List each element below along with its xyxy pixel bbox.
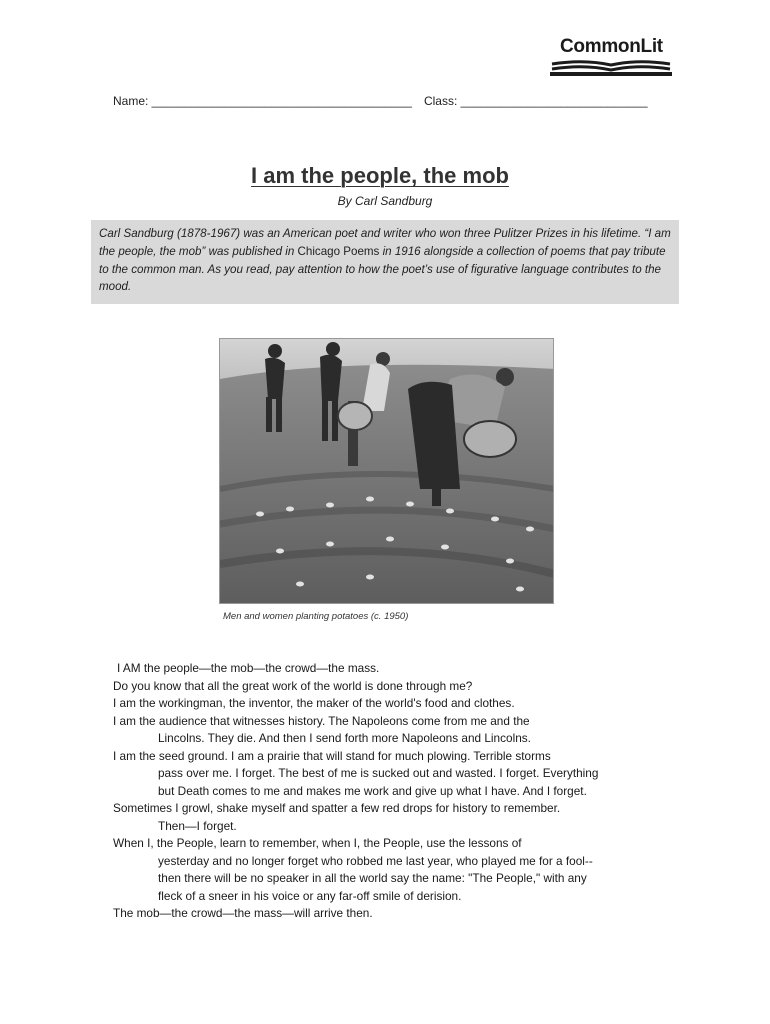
poem-line: Then—I forget. — [158, 818, 237, 833]
poem-body — [113, 660, 713, 923]
poem-line: I AM the people—the mob—the crowd—the mass. — [117, 661, 380, 675]
photo — [219, 338, 554, 604]
intro-text-part1: Carl Sandburg (1878-1967) was an American poet and writer who won three Pulitzer Prizes in his lifetime. “I am the people, the mob” was published in — [99, 227, 671, 258]
poem-line: I am the audience that witnesses history. The Napoleons come from me and the — [113, 713, 530, 728]
poem-line: Sometimes I growl, shake myself and spatter a few red drops for history to remember. — [113, 801, 561, 815]
commonlit-logo — [548, 36, 674, 80]
logo-text: CommonLit — [560, 36, 663, 57]
poem-line: When I, the People, learn to remember, when I, the People, use the lessons of — [113, 836, 522, 850]
intro-text-part2: in 1916 alongside a collection of poems that pay tribute to the common man. As you read, pay attention to how the poet’s use of figurative language contributes to the mood. — [99, 244, 666, 294]
intro-text — [99, 225, 671, 296]
poem-line: fleck of a sneer in his voice or any far-off smile of derision. — [158, 888, 462, 903]
author-byline: By Carl Sandburg — [337, 194, 433, 208]
poem-line: pass over me. I forget. The best of me is sucked out and wasted. I forget. Everything — [158, 766, 599, 780]
poem-line: then there will be no speaker in all the world say the name: "The People," with any — [158, 871, 587, 885]
intro-box — [91, 220, 679, 304]
poem-line: but Death comes to me and makes me work and give up what I have. And I forget. — [158, 783, 587, 798]
poem-line: Do you know that all the great work of the world is done through me? — [113, 678, 473, 693]
poem-line: yesterday and no longer forget who robbed me last year, who played me for a fool-- — [158, 853, 593, 868]
name-class-line — [113, 94, 648, 108]
photo-caption: Men and women planting potatoes (c. 1950) — [223, 611, 409, 622]
page-title: I am the people, the mob — [251, 163, 509, 188]
name-field[interactable]: Name: _______________________________________ — [113, 94, 412, 108]
poem-line: I am the seed ground. I am a prairie that will stand for much plowing. Terrible storms — [113, 748, 551, 763]
potato-planting-photo — [220, 339, 554, 604]
book-icon — [548, 58, 674, 78]
poem-line: Lincolns. They die. And then I send forth more Napoleons and Lincolns. — [158, 731, 531, 745]
poem-line: The mob—the crowd—the mass—will arrive then. — [113, 906, 373, 920]
class-field[interactable]: Class: ____________________________ — [423, 94, 648, 108]
intro-book-title: Chicago Poems — [297, 244, 380, 258]
poem-line: I am the workingman, the inventor, the maker of the world's food and clothes. — [113, 696, 515, 710]
